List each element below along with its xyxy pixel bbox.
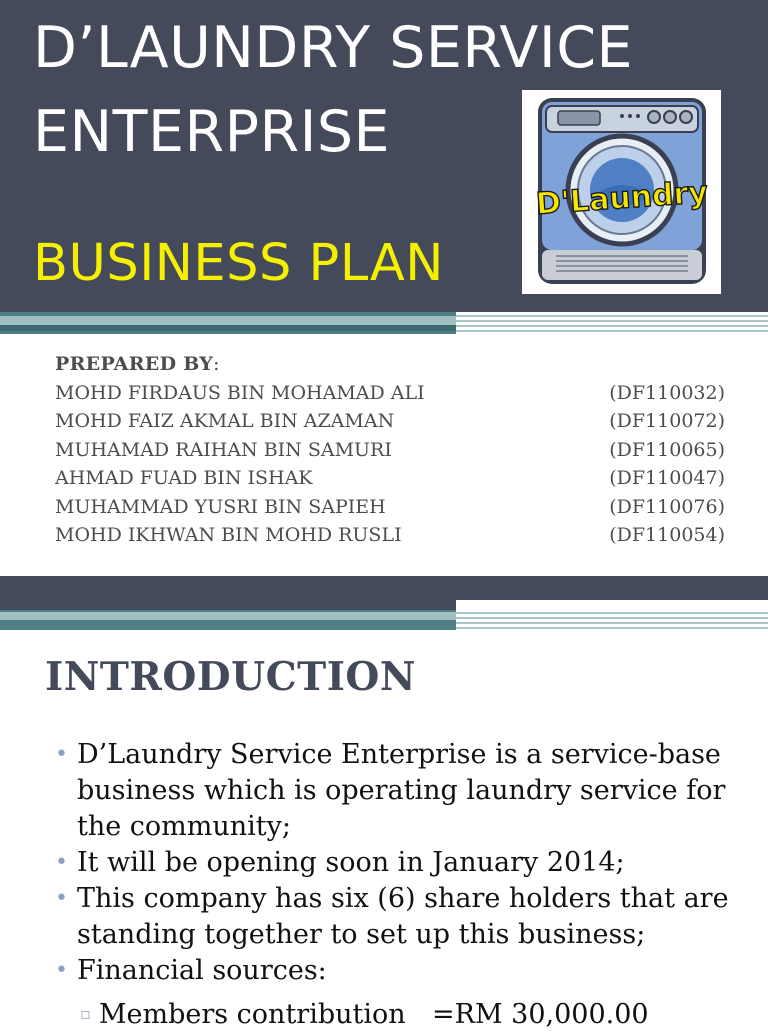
bullet-dot-icon: • <box>55 886 68 911</box>
washing-machine-logo <box>522 90 721 294</box>
washing-machine-icon <box>522 90 721 294</box>
slide-title-line-1: D’LAUNDRY SERVICE <box>33 15 634 81</box>
prepared-by-colon: : <box>213 353 220 375</box>
sub-bullet-item <box>80 997 649 1036</box>
bullet-item <box>55 881 745 953</box>
member-row <box>55 436 725 465</box>
member-id: (DF110065) <box>609 438 725 461</box>
bullet-text: D’Laundry Service Enterprise is a service-base business which is operating laundry service for the community; <box>77 739 726 842</box>
member-row <box>55 464 725 493</box>
bullet-dot-icon: • <box>55 958 68 983</box>
member-name: MUHAMMAD YUSRI BIN SAPIEH <box>55 495 386 518</box>
slide-subtitle: BUSINESS PLAN <box>33 234 444 293</box>
member-name: MUHAMAD RAIHAN BIN SAMURI <box>55 438 392 461</box>
bullet-text: It will be opening soon in January 2014; <box>77 847 625 878</box>
bullet-text: Financial sources: <box>77 955 327 986</box>
member-row <box>55 379 725 408</box>
sub-bullet-label: Members contribution <box>98 999 406 1030</box>
square-bullet-icon: ▫ <box>80 1004 91 1023</box>
bullet-item <box>55 845 745 881</box>
member-row <box>55 493 725 522</box>
bullet-item <box>55 737 745 845</box>
sub-bullet-value: =RM 30,000.00 <box>432 999 649 1030</box>
prepared-by-heading <box>55 350 725 379</box>
member-row <box>55 521 725 550</box>
title-slide-header <box>0 0 768 312</box>
prepared-by-label: PREPARED BY <box>55 353 214 375</box>
introduction-bullets <box>55 737 745 989</box>
intro-slide-header-band <box>0 576 768 630</box>
prepared-by-block <box>55 350 725 550</box>
member-name: MOHD FIRDAUS BIN MOHAMAD ALI <box>55 381 425 404</box>
member-id: (DF110032) <box>609 381 725 404</box>
logo-wordmark: D'Laundry <box>534 175 709 222</box>
bullet-dot-icon: • <box>55 850 68 875</box>
bullet-item <box>55 953 745 989</box>
member-name: MOHD FAIZ AKMAL BIN AZAMAN <box>55 410 395 432</box>
member-id: (DF110054) <box>609 524 725 546</box>
bullet-text: This company has six (6) share holders that are standing together to set up this business; <box>77 883 729 950</box>
member-id: (DF110047) <box>609 467 725 489</box>
member-row <box>55 407 725 436</box>
member-id: (DF110076) <box>609 495 725 518</box>
bullet-dot-icon: • <box>55 742 68 767</box>
member-name: MOHD IKHWAN BIN MOHD RUSLI <box>55 524 402 546</box>
introduction-heading: INTRODUCTION <box>45 654 417 700</box>
member-name: AHMAD FUAD BIN ISHAK <box>55 467 313 489</box>
member-id: (DF110072) <box>609 410 725 432</box>
divider-stripe-top <box>0 312 768 334</box>
slide-title-line-2: ENTERPRISE <box>33 99 391 165</box>
